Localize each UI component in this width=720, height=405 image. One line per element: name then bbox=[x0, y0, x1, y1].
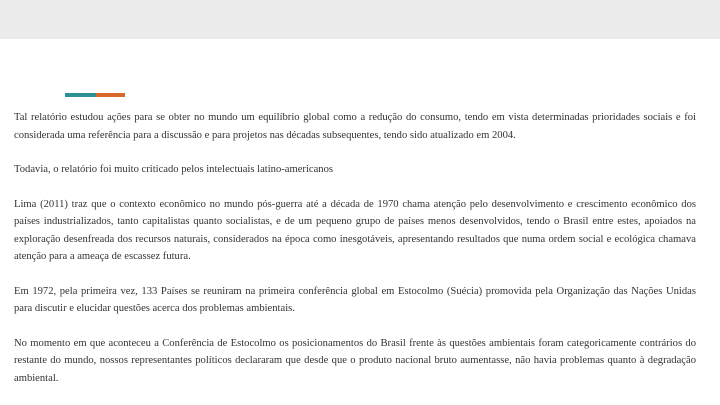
paragraph-relatorio: Tal relatório estudou ações para se obter no mundo um equilíbrio global como a redução do consumo, tendo em vista determinadas prioridades sociais e foi considerada uma referência para a discussão e para projetos nas décadas subsequentes, tendo sido atualizado em 2004. bbox=[14, 112, 696, 141]
accent-bar-orange bbox=[96, 93, 125, 97]
paragraph-lima-2011: Lima (2011) traz que o contexto econômico no mundo pós-guerra até a década de 1970 chama atenção pelo desenvolvimento e crescimento econômico dos países industrializados, tanto capitalistas quanto socialistas, e de um pequeno grupo de países menos desenvolvidos, tendo o Brasil entre estes, apoiados na exploração desenfreada dos recursos naturais, considerados na época como inesgotáveis, apresentando resultados que numa ordem social e ecológica chamava atenção para a ameaça de escassez futura. bbox=[14, 198, 696, 262]
accent-bar-teal bbox=[65, 93, 96, 97]
paragraph-criticism: Todavia, o relatório foi muito criticado pelos intelectuais latino-americanos bbox=[14, 164, 334, 175]
slide-body bbox=[14, 109, 696, 387]
paragraph-brasil-posicionamento: No momento em que aconteceu a Conferência de Estocolmo os posicionamentos do Brasil frente às questões ambientais foram categoricamente contrários do restante do mundo, nossos representantes políticos declararam que desde que o produto nacional bruto aumentasse, não havia problemas quanto à degradação ambiental. bbox=[14, 337, 696, 384]
paragraph-estocolmo-1972: Em 1972, pela primeira vez, 133 Países se reuniram na primeira conferência global em Estocolmo (Suécia) promovida pela Organização das Nações Unidas para discutir e elucidar questões acerca dos problemas ambientais. bbox=[14, 285, 696, 314]
top-band bbox=[0, 0, 720, 39]
